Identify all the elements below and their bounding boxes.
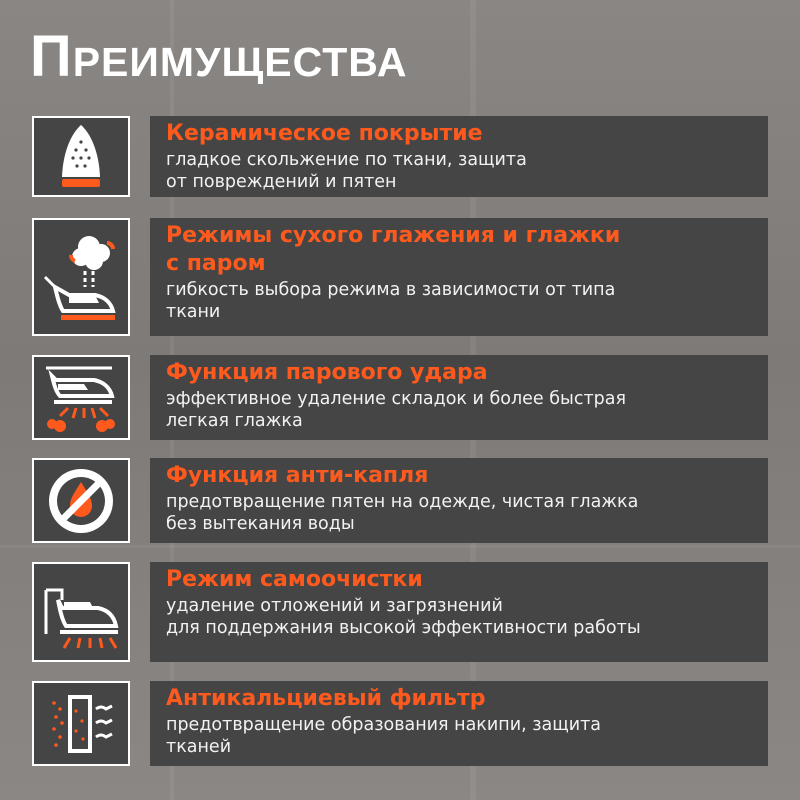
feature-icon-box [32, 355, 130, 440]
feature-description: удаление отложений и загрязнений для поддержания высокой эффективности работы [166, 596, 641, 638]
feature-title: Режимы сухого глажения и глажки с паром [166, 223, 621, 276]
feature-description: предотвращение пятен на одежде, чистая глажка без вытекания воды [166, 492, 639, 534]
feature-icon-box [32, 218, 130, 336]
feature-text-box [150, 218, 768, 336]
feature-description: гладкое скольжение по ткани, защита от повреждений и пятен [166, 150, 527, 192]
iron-steam-cloud-icon [39, 225, 123, 329]
feature-title: Функция анти-капля [166, 463, 429, 488]
iron-soleplate-icon [56, 122, 106, 192]
feature-title: Антикальциевый фильтр [166, 686, 486, 711]
feature-text-box [150, 458, 768, 543]
feature-text-box [150, 355, 768, 440]
iron-steam-burst-icon [38, 360, 124, 436]
feature-icon-box [32, 458, 130, 543]
iron-self-clean-icon [38, 568, 124, 656]
anti-drip-icon [44, 464, 118, 538]
feature-title: Функция парового удара [166, 360, 488, 385]
feature-text-box [150, 681, 768, 766]
feature-icon-box [32, 562, 130, 662]
feature-icon-box [32, 681, 130, 766]
page-title: Преимущества [30, 24, 408, 89]
feature-description: предотвращение образования накипи, защита тканей [166, 715, 601, 757]
anti-calc-filter-icon [46, 689, 116, 759]
feature-description: гибкость выбора режима в зависимости от типа ткани [166, 280, 616, 322]
feature-description: эффективное удаление складок и более быстрая легкая глажка [166, 389, 627, 431]
feature-text-box [150, 562, 768, 662]
feature-icon-box [32, 116, 130, 197]
feature-title: Режим самоочистки [166, 567, 423, 592]
feature-text-box [150, 116, 768, 197]
feature-title: Керамическое покрытие [166, 121, 483, 146]
